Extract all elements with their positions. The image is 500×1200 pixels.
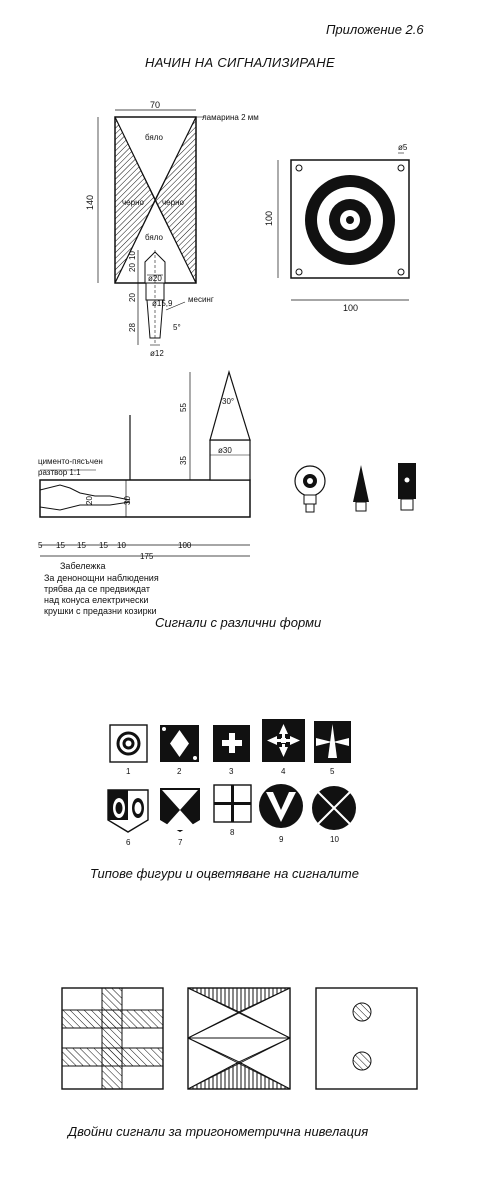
caption-signal-types: Типове фигури и оцветяване на сигналите (90, 866, 359, 881)
signal-type-10 (312, 786, 356, 830)
double-signal-discs (316, 988, 417, 1089)
cone-signal-icon (353, 465, 369, 511)
signal-type-1 (110, 725, 147, 762)
fig3-dim-15a: 15 (56, 541, 65, 550)
signal-type-4 (262, 719, 305, 762)
fig3-dim-175: 175 (140, 552, 154, 561)
box-signal-icon (398, 463, 416, 510)
fig3-dim-d30: ø30 (218, 446, 232, 455)
signal-type-7 (160, 788, 200, 832)
fig2-dim-height: 100 (264, 210, 274, 226)
signal-type-number: 3 (229, 767, 234, 776)
signal-type-number: 10 (330, 835, 339, 844)
fig3-note-line: крушки с предазни козирки (44, 606, 157, 616)
caption-double-signals: Двойни сигнали за тригонометрична нивелация (68, 1124, 369, 1139)
fig1-sheet-note: ламарина 2 мм (202, 113, 259, 122)
signal-type-number: 9 (279, 835, 284, 844)
fig3-dim-55: 55 (179, 403, 188, 412)
signal-type-5 (314, 721, 351, 763)
fig3-dim-35: 35 (179, 456, 188, 465)
fig3-note-line: над конуса електрически (44, 595, 149, 605)
fig3-dim-15b: 15 (77, 541, 86, 550)
target-plate-drawing (278, 153, 409, 300)
fig3-note-line: трябва да се предвиждат (44, 584, 150, 594)
signal-type-number: 4 (281, 767, 286, 776)
fig3-dim-100: 100 (178, 541, 192, 550)
fig1-dim-10: 10 (128, 251, 137, 260)
fig1-label-white-bottom: бяло (145, 233, 163, 242)
signal-type-number: 6 (126, 838, 131, 847)
fig1-label-black-left: черно (122, 198, 144, 207)
double-signal-triangles (188, 988, 290, 1089)
signal-type-8 (214, 785, 251, 822)
fig3-cement-label: цименто-пясъчен (38, 457, 103, 466)
signal-type-9 (259, 784, 303, 828)
caption-different-shapes: Сигнали с различни форми (155, 615, 322, 630)
fig1-dim-28: 28 (128, 323, 137, 332)
fig3-mix-label: разтвор 1:1 (38, 468, 81, 477)
fig1-dim-d12: ø12 (150, 349, 164, 358)
signal-type-3 (213, 725, 250, 762)
fig1-dim-d20: ø20 (148, 274, 162, 283)
fig2-dim-width: 100 (343, 303, 359, 313)
fig1-dim-d15: ø15,9 (152, 299, 173, 308)
signal-type-number: 7 (178, 838, 183, 847)
appendix-label: Приложение 2.6 (326, 22, 424, 37)
page-title: НАЧИН НА СИГНАЛИЗИРАНЕ (145, 55, 335, 70)
fig2-dim-hole: ø5 (398, 143, 408, 152)
double-signal-cross (62, 988, 163, 1089)
fig1-dim-20a: 20 (128, 263, 137, 272)
signal-type-number: 1 (126, 767, 131, 776)
fig1-dim-height: 140 (85, 194, 95, 210)
fig1-dim-20b: 20 (128, 293, 137, 302)
fig3-dim-20: 20 (85, 496, 94, 505)
fig3-note-title: Забележка (60, 561, 106, 571)
fig3-dim-5: 5 (38, 541, 43, 550)
fig1-label-black-right: черно (162, 198, 184, 207)
fig1-brass-label: месинг (188, 295, 214, 304)
fig3-dim-15c: 15 (99, 541, 108, 550)
signal-type-number: 2 (177, 767, 182, 776)
signal-type-number: 8 (230, 828, 235, 837)
signal-type-2 (160, 725, 199, 762)
plate-signal-drawing (98, 110, 205, 345)
fig3-note-line: За денонощни наблюдения (44, 573, 159, 583)
ring-signal-icon (295, 466, 325, 512)
signal-type-number: 5 (330, 767, 335, 776)
fig1-label-white-top: бяло (145, 133, 163, 142)
fig3-dim-30: 30 (123, 496, 132, 505)
fig3-dim-10: 10 (117, 541, 126, 550)
fig1-dim-width: 70 (150, 100, 161, 110)
fig1-angle-5: 5° (173, 323, 181, 332)
signal-type-6 (108, 790, 148, 832)
fig3-angle-30: 30° (222, 397, 235, 406)
